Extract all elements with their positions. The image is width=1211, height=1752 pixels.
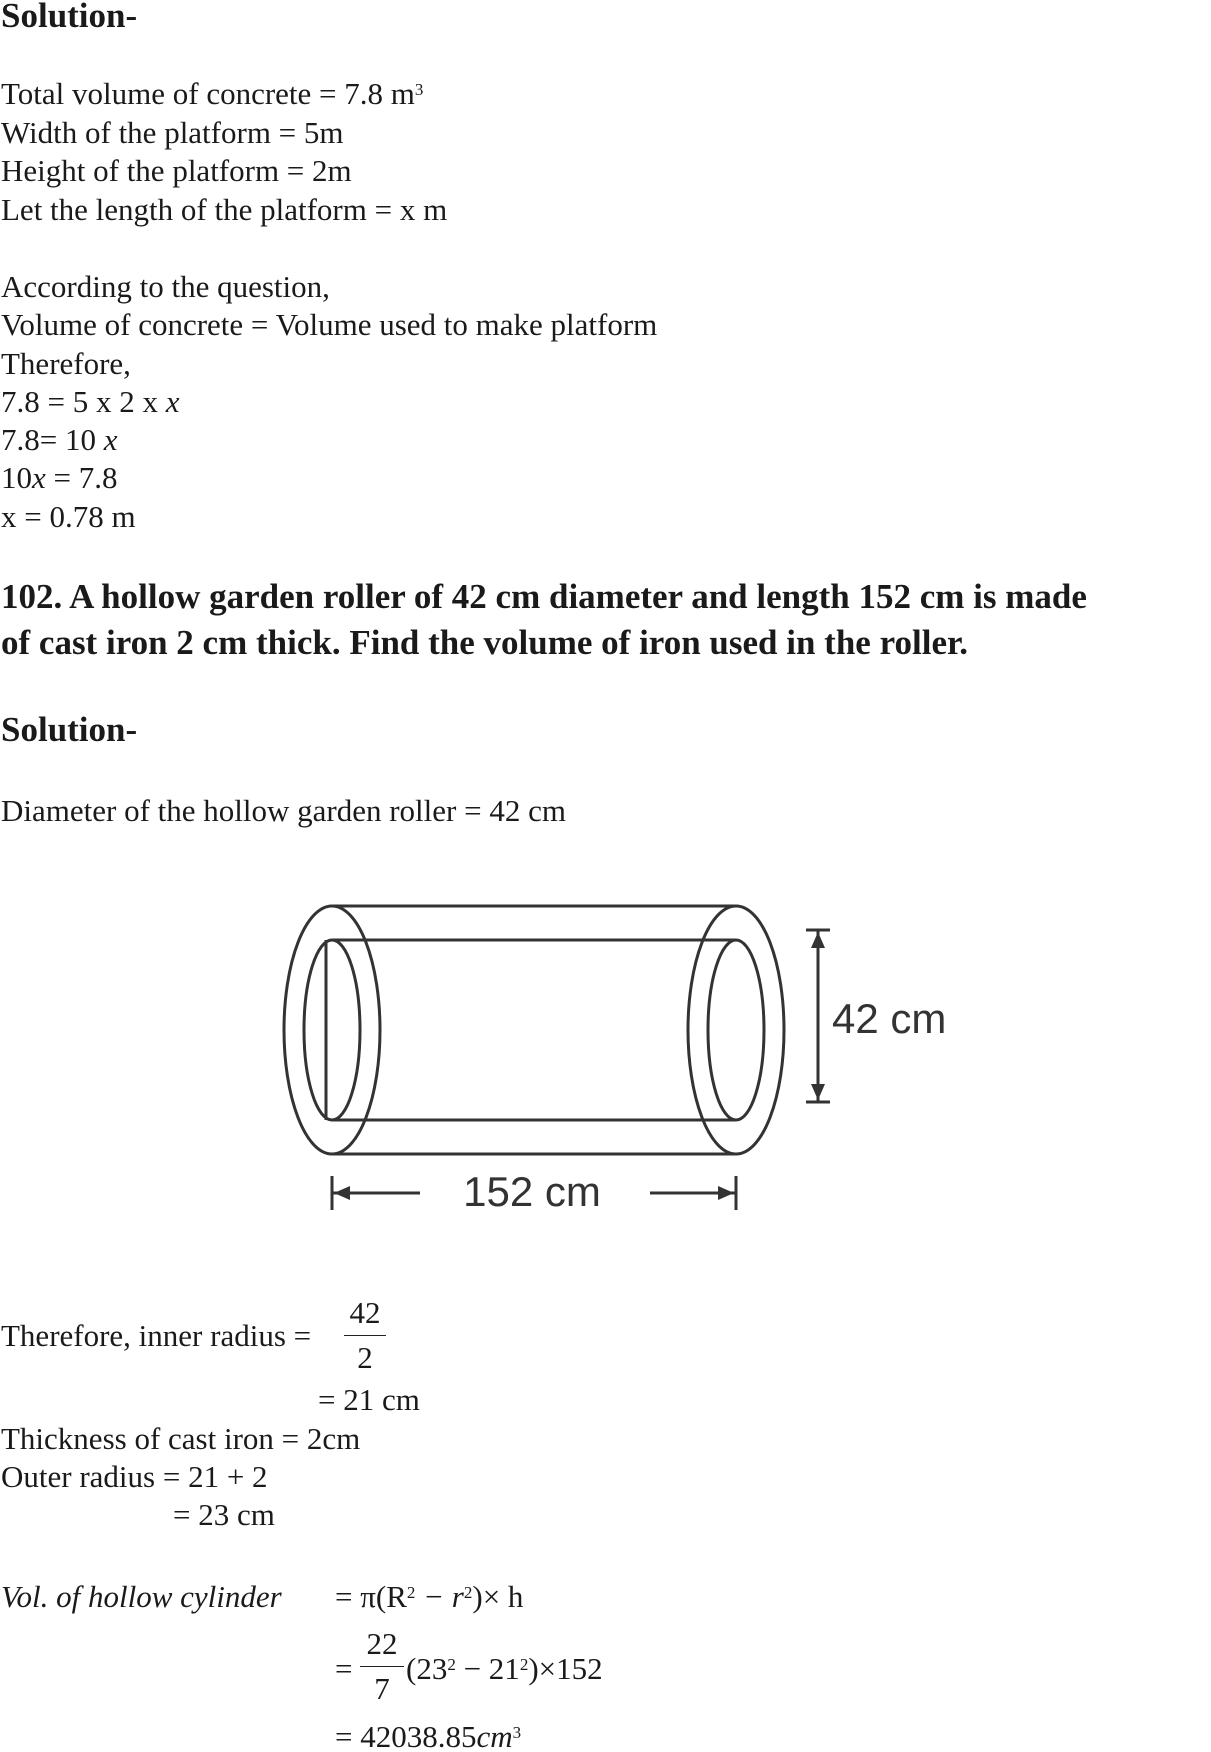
text-line: x = 0.78 m	[1, 499, 136, 534]
question-line: of cast iron 2 cm thick. Find the volume of iron used in the roller.	[1, 623, 969, 662]
text-line: Let the length of the platform = x m	[1, 192, 448, 227]
text-line: Width of the platform = 5m	[1, 115, 344, 150]
fraction: 42 2	[344, 1295, 386, 1376]
text-line: Therefore,	[1, 346, 131, 381]
result: = $42038.85cm^3$	[335, 1719, 522, 1752]
text-line: Volume of concrete = Volume used to make platform	[1, 307, 658, 342]
text-line: 10x = 7.8	[1, 460, 118, 495]
text-line: Therefore, inner radius =	[1, 1318, 312, 1353]
solution-heading: Solution-	[1, 0, 138, 35]
height-label: 42 cm	[832, 995, 947, 1042]
text-line: According to the question,	[1, 269, 330, 304]
length-label: 152 cm	[463, 1168, 601, 1215]
formula-line: Vol. of hollow cylinder	[1, 1579, 282, 1614]
solution-heading: Solution-	[1, 710, 138, 749]
text-line: = 21 cm	[318, 1382, 420, 1417]
text-line: Height of the platform = 2m	[1, 153, 352, 188]
text-line: Outer radius = 21 + 2	[1, 1459, 268, 1494]
text-line: Total volume of concrete = 7.8 $m^3$	[1, 76, 424, 111]
formula-step: $(23^2 - 21^2)\times 152$	[406, 1651, 603, 1686]
text-line: Thickness of cast iron = 2cm	[1, 1421, 361, 1456]
hollow-roller-figure	[270, 880, 1020, 1220]
text-line: Diameter of the hollow garden roller = 42 cm	[1, 793, 566, 828]
question-line: 102. A hollow garden roller of 42 cm diameter and length 152 cm is made	[1, 577, 1087, 616]
text-line: 7.8= 10 x	[1, 422, 118, 457]
formula-step: =	[335, 1651, 353, 1686]
fraction: 22 7	[360, 1626, 404, 1707]
text-line: 7.8 = 5 x 2 x x	[1, 384, 180, 419]
text-line: = 23 cm	[173, 1497, 275, 1532]
formula: = $\pi(R^2 - r^2)\times h$	[335, 1579, 524, 1614]
